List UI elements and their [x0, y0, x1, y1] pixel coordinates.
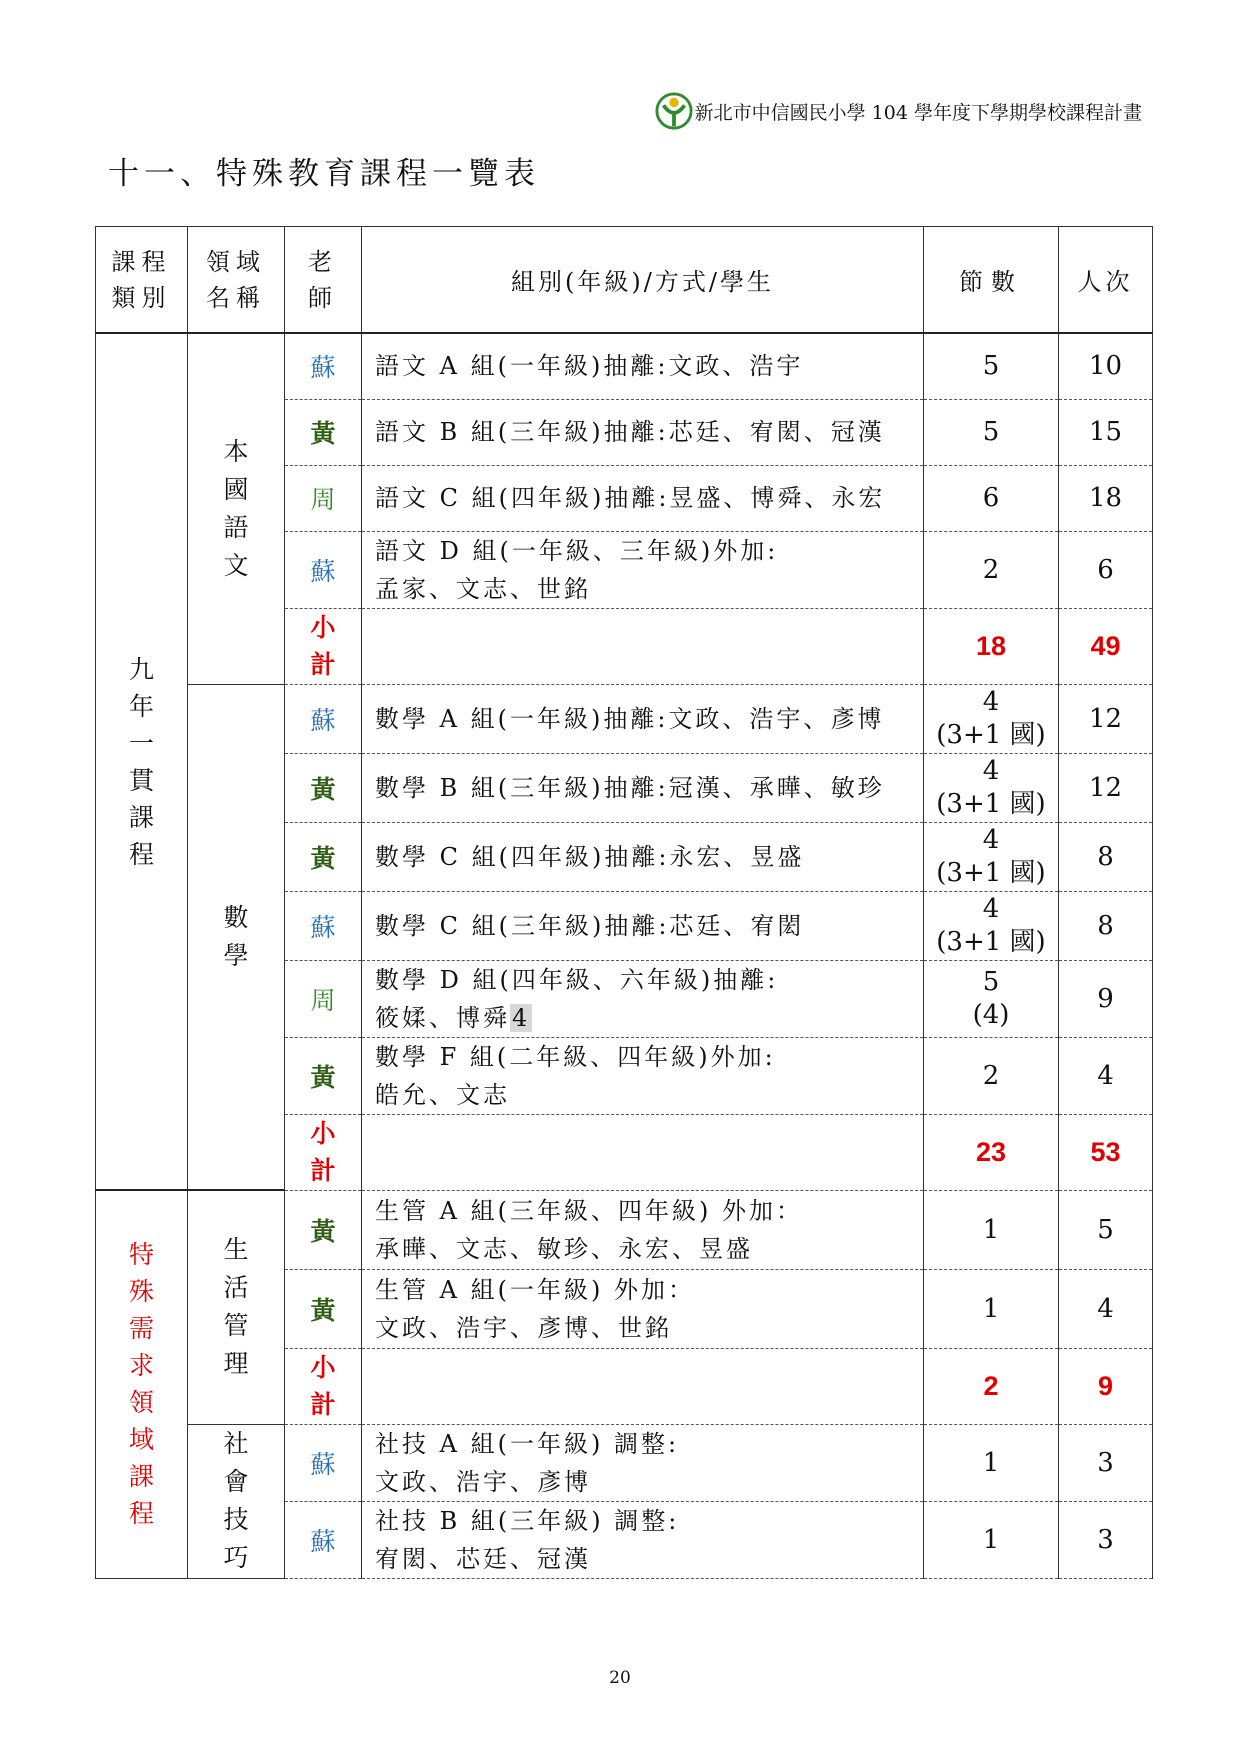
group-students: 文政、浩宇、彥博 — [375, 1467, 591, 1496]
group-line-1: 語文 B 組(三年級)抽離:芯廷、宥閎、冠漢 — [375, 418, 885, 446]
group-students: 筱媃、博舜 — [375, 1003, 510, 1032]
sessions-value: 1 — [982, 1214, 1000, 1245]
col-headcount-header: 人次 — [1059, 227, 1153, 334]
special-education-course-table — [95, 226, 1153, 1579]
headcount-cell: 8 — [1059, 822, 1153, 891]
group-students: 孟家、文志、世銘 — [375, 574, 591, 603]
subtotal-label: 小計 — [310, 612, 336, 679]
group-line-2 — [375, 999, 923, 1037]
teacher-cell: 蘇 — [285, 333, 362, 399]
headcount-cell: 5 — [1059, 1190, 1153, 1269]
group-line-1: 語文 A 組(一年級)抽離:文政、浩宇 — [375, 352, 804, 381]
group-line-1: 數學 B 組(三年級)抽離:冠漢、承曄、敏珍 — [375, 773, 885, 802]
sessions-cell — [924, 1037, 1059, 1114]
sessions-value: 4 — [982, 893, 1000, 924]
group-line-2 — [375, 1309, 923, 1347]
group-line-1: 社技 A 組(一年級) 調整: — [375, 1429, 680, 1458]
sessions-cell — [924, 333, 1059, 399]
subtotal-sessions: 18 — [924, 608, 1059, 684]
sessions-cell — [924, 891, 1059, 960]
group-line-1: 數學 C 組(三年級)抽離:芯廷、宥閎 — [375, 911, 805, 940]
teacher-cell: 蘇 — [285, 1424, 362, 1501]
subtotal-headcount: 53 — [1059, 1114, 1153, 1190]
subtotal-empty-cell — [362, 1348, 924, 1424]
table-row — [96, 1424, 1153, 1501]
sessions-note: (3+1 國) — [936, 719, 1046, 750]
teacher-cell: 黃 — [285, 822, 362, 891]
domain-name-cell — [188, 333, 285, 684]
subtotal-label-cell — [285, 608, 362, 684]
group-line-1: 數學 C 組(四年級)抽離:永宏、昱盛 — [375, 842, 805, 871]
headcount-cell: 9 — [1059, 960, 1153, 1037]
teacher-cell: 蘇 — [285, 684, 362, 753]
group-students: 宥閎、芯廷、冠漢 — [375, 1544, 591, 1573]
sessions-value: 4 — [982, 755, 1000, 786]
table-row — [96, 1190, 1153, 1269]
school-logo-icon — [655, 92, 693, 130]
sessions-value: 4 — [982, 686, 1000, 717]
sessions-value: 1 — [982, 1447, 1000, 1478]
subtotal-headcount: 9 — [1059, 1348, 1153, 1424]
group-line-1: 語文 D 組(一年級、三年級)外加: — [375, 536, 779, 565]
teacher-cell: 黃 — [285, 399, 362, 465]
domain-name-label: 生活管理 — [223, 1235, 249, 1379]
group-line-1: 社技 B 組(三年級) 調整: — [375, 1506, 680, 1535]
headcount-cell: 12 — [1059, 684, 1153, 753]
group-description-cell — [362, 1501, 924, 1578]
group-students: 承曄、文志、敏珍、永宏、昱盛 — [375, 1234, 753, 1263]
group-description-cell — [362, 465, 924, 531]
headcount-cell: 12 — [1059, 753, 1153, 822]
teacher-cell: 周 — [285, 465, 362, 531]
sessions-value: 1 — [982, 1293, 1000, 1324]
sessions-cell — [924, 1501, 1059, 1578]
subtotal-sessions: 2 — [924, 1348, 1059, 1424]
group-description-cell — [362, 1424, 924, 1501]
group-description-cell — [362, 1190, 924, 1269]
group-line-2 — [375, 570, 923, 608]
sessions-value: 1 — [982, 1524, 1000, 1555]
sessions-value: 4 — [982, 824, 1000, 855]
sessions-value: 6 — [982, 483, 1000, 513]
group-line-2 — [375, 1230, 923, 1268]
sessions-value: 2 — [982, 554, 1000, 585]
subtotal-label-cell — [285, 1114, 362, 1190]
sessions-cell — [924, 465, 1059, 531]
group-description-cell — [362, 753, 924, 822]
teacher-cell: 黃 — [285, 1190, 362, 1269]
group-line-2 — [375, 1540, 923, 1578]
col-category-header: 課程類別 — [96, 227, 188, 334]
subtotal-label-cell — [285, 1348, 362, 1424]
sessions-value: 2 — [982, 1060, 1000, 1091]
sessions-value: 5 — [982, 417, 1000, 447]
group-line-1: 語文 C 組(四年級)抽離:昱盛、博舜、永宏 — [375, 484, 886, 512]
sessions-cell — [924, 822, 1059, 891]
col-sessions-header: 節數 — [924, 227, 1059, 334]
group-line-1: 生管 A 組(三年級、四年級) 外加： — [375, 1196, 803, 1225]
headcount-cell: 15 — [1059, 399, 1153, 465]
group-line-2 — [375, 1463, 923, 1501]
course-category-cell — [96, 1190, 188, 1578]
group-students: 皓允、文志 — [375, 1080, 510, 1109]
subtotal-label: 小計 — [310, 1118, 336, 1185]
domain-name-cell — [188, 684, 285, 1190]
sessions-cell — [924, 753, 1059, 822]
highlighted-mark: 4 — [512, 1003, 531, 1032]
headcount-cell: 10 — [1059, 333, 1153, 399]
col-teacher-header: 老師 — [285, 227, 362, 334]
group-description-cell — [362, 891, 924, 960]
domain-name-label: 數學 — [223, 902, 249, 970]
subtotal-label: 小計 — [310, 1352, 336, 1419]
sessions-value: 5 — [982, 351, 1000, 382]
group-description-cell — [362, 333, 924, 399]
group-description-cell — [362, 1037, 924, 1114]
sessions-value: 5 — [982, 966, 1000, 997]
group-line-1: 數學 F 組(二年級、四年級)外加: — [375, 1042, 776, 1071]
page-header — [655, 92, 1142, 130]
teacher-cell: 黃 — [285, 1037, 362, 1114]
sessions-cell — [924, 684, 1059, 753]
sessions-cell — [924, 531, 1059, 608]
group-description-cell — [362, 1269, 924, 1348]
course-category-label: 特殊需求領域課程 — [128, 1240, 154, 1529]
page-number: 20 — [609, 1668, 631, 1688]
domain-name-cell — [188, 1424, 285, 1578]
sessions-cell — [924, 960, 1059, 1037]
headcount-cell: 4 — [1059, 1269, 1153, 1348]
teacher-cell: 蘇 — [285, 891, 362, 960]
group-description-cell — [362, 399, 924, 465]
subtotal-sessions: 23 — [924, 1114, 1059, 1190]
subtotal-empty-cell — [362, 1114, 924, 1190]
sessions-cell — [924, 1424, 1059, 1501]
table-header-row — [96, 227, 1153, 334]
group-line-1: 數學 D 組(四年級、六年級)抽離: — [375, 965, 779, 994]
group-description-cell — [362, 822, 924, 891]
teacher-cell: 蘇 — [285, 1501, 362, 1578]
subtotal-headcount: 49 — [1059, 608, 1153, 684]
headcount-cell: 6 — [1059, 531, 1153, 608]
course-category-label: 九年一貫課程 — [128, 654, 154, 869]
group-line-2 — [375, 1076, 923, 1114]
teacher-cell: 蘇 — [285, 531, 362, 608]
teacher-cell: 周 — [285, 960, 362, 1037]
course-category-cell — [96, 333, 188, 1190]
domain-name-label: 本國語文 — [223, 436, 249, 580]
header-text: 新北市中信國民小學 104 學年度下學期學校課程計畫 — [694, 101, 1142, 124]
group-description-cell — [362, 960, 924, 1037]
domain-name-label: 社會技巧 — [223, 1429, 249, 1572]
sessions-cell — [924, 1269, 1059, 1348]
group-students: 文政、浩宇、彥博、世銘 — [375, 1313, 672, 1342]
teacher-cell: 黃 — [285, 753, 362, 822]
sessions-cell — [924, 1190, 1059, 1269]
teacher-cell: 黃 — [285, 1269, 362, 1348]
headcount-cell: 8 — [1059, 891, 1153, 960]
sessions-note: (3+1 國) — [936, 788, 1046, 819]
headcount-cell: 4 — [1059, 1037, 1153, 1114]
group-description-cell — [362, 531, 924, 608]
col-group-header: 組別(年級)/方式/學生 — [362, 227, 924, 334]
table-row — [96, 684, 1153, 753]
domain-name-cell — [188, 1190, 285, 1424]
col-domain-header: 領域名稱 — [188, 227, 285, 334]
headcount-cell: 18 — [1059, 465, 1153, 531]
subtotal-empty-cell — [362, 608, 924, 684]
group-line-1: 數學 A 組(一年級)抽離:文政、浩宇、彥博 — [375, 704, 885, 733]
sessions-note: (3+1 國) — [936, 857, 1046, 888]
sessions-note: (4) — [972, 999, 1010, 1030]
headcount-cell: 3 — [1059, 1501, 1153, 1578]
sessions-note: (3+1 國) — [936, 926, 1046, 957]
page-title: 十一、特殊教育課程一覽表 — [108, 156, 540, 192]
headcount-cell: 3 — [1059, 1424, 1153, 1501]
group-line-1: 生管 A 組(一年級) 外加： — [375, 1275, 695, 1304]
group-description-cell — [362, 684, 924, 753]
sessions-cell — [924, 399, 1059, 465]
table-row — [96, 333, 1153, 399]
